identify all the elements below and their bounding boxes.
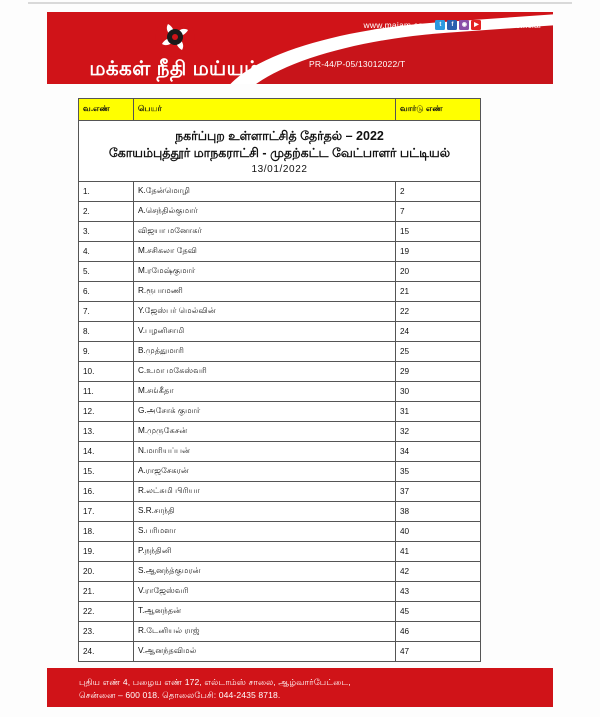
header-social-bar [364, 20, 541, 30]
column-header-name: பெயர் [134, 99, 396, 121]
cell-ward: 32 [396, 421, 481, 441]
cell-serial: 18. [79, 521, 134, 541]
cell-ward: 40 [396, 521, 481, 541]
table-row [79, 541, 481, 561]
cell-name: R.ரூபாமணி [134, 281, 396, 301]
cell-name: B.முத்துமாரி [134, 341, 396, 361]
cell-serial: 3. [79, 221, 134, 241]
table-row [79, 621, 481, 641]
table-row [79, 301, 481, 321]
candidate-list-container [78, 98, 480, 662]
document-date: 13/01/2022 [251, 163, 308, 175]
press-release-number: PR-44/P-05/13012022/T [309, 59, 406, 69]
party-name: மக்கள் நீதி மய்யம் [89, 58, 261, 80]
facebook-icon[interactable]: f [447, 20, 457, 30]
cell-name: S.பரிமளா [134, 521, 396, 541]
footer-address-line-1: புதிய எண் 4, பழைய எண் 172, எல்டாம்ஸ் சாலை, ஆழ்வார்பேட்டை, [79, 677, 351, 687]
table-row [79, 341, 481, 361]
cell-serial: 6. [79, 281, 134, 301]
cell-name: Y.ஜேஸ்பர் மெல்வின் [134, 301, 396, 321]
cell-ward: 42 [396, 561, 481, 581]
cell-ward: 38 [396, 501, 481, 521]
cell-ward: 37 [396, 481, 481, 501]
table-row [79, 201, 481, 221]
cell-serial: 2. [79, 201, 134, 221]
cell-serial: 21. [79, 581, 134, 601]
cell-serial: 8. [79, 321, 134, 341]
cell-serial: 16. [79, 481, 134, 501]
cell-serial: 23. [79, 621, 134, 641]
cell-name: R.டேனியல் ராஜ் [134, 621, 396, 641]
table-row [79, 321, 481, 341]
cell-serial: 15. [79, 461, 134, 481]
cell-serial: 4. [79, 241, 134, 261]
cell-name: V.பழனிசாமி [134, 321, 396, 341]
table-row [79, 241, 481, 261]
table-row [79, 641, 481, 661]
cell-name: K.தேன்மொழி [134, 181, 396, 201]
party-logo [75, 16, 275, 79]
cell-serial: 9. [79, 341, 134, 361]
table-row [79, 441, 481, 461]
social-icon-row [435, 20, 481, 30]
table-row [79, 501, 481, 521]
cell-name: R.லட்சுமி பிரியா [134, 481, 396, 501]
cell-name: T.ஆனந்தன் [134, 601, 396, 621]
cell-ward: 46 [396, 621, 481, 641]
title-line-2: கோயம்புத்தூர் மாநகராட்சி - முதற்கட்ட வேட்பாளர் பட்டியல் [108, 145, 451, 160]
table-row [79, 601, 481, 621]
social-handle[interactable]: /maiamofficial [486, 20, 541, 30]
cell-name: M.முருகேசன் [134, 421, 396, 441]
table-row [79, 481, 481, 501]
cell-name: S.R.சாந்தி [134, 501, 396, 521]
column-header-ward: வார்டு எண் [396, 99, 481, 121]
cell-ward: 2 [396, 181, 481, 201]
table-header-row [79, 99, 481, 121]
cell-ward: 43 [396, 581, 481, 601]
cell-name: S.ஆனந்த்குமரன் [134, 561, 396, 581]
top-divider [28, 2, 572, 4]
cell-ward: 31 [396, 401, 481, 421]
cell-serial: 13. [79, 421, 134, 441]
table-row [79, 181, 481, 201]
cell-serial: 5. [79, 261, 134, 281]
table-row [79, 281, 481, 301]
table-row [79, 581, 481, 601]
cell-serial: 1. [79, 181, 134, 201]
table-row [79, 221, 481, 241]
column-header-serial: வ.எண் [79, 99, 134, 121]
cell-ward: 24 [396, 321, 481, 341]
cell-serial: 22. [79, 601, 134, 621]
cell-ward: 47 [396, 641, 481, 661]
table-body [79, 181, 481, 661]
cell-ward: 21 [396, 281, 481, 301]
cell-name: A.செந்தில்குமார் [134, 201, 396, 221]
cell-name: M.சசிகலா தேவி [134, 241, 396, 261]
title-block [79, 121, 481, 182]
cell-serial: 12. [79, 401, 134, 421]
cell-ward: 34 [396, 441, 481, 461]
cell-ward: 15 [396, 221, 481, 241]
cell-ward: 7 [396, 201, 481, 221]
table-row [79, 401, 481, 421]
table-row [79, 381, 481, 401]
cell-name: A.ராஜசேகரன் [134, 461, 396, 481]
cell-serial: 7. [79, 301, 134, 321]
youtube-icon[interactable]: ▶ [471, 20, 481, 30]
cell-name: G.அசோக் குமார் [134, 401, 396, 421]
cell-serial: 14. [79, 441, 134, 461]
cell-name: C.உமா மகேஸ்வரி [134, 361, 396, 381]
cell-ward: 19 [396, 241, 481, 261]
table-row [79, 261, 481, 281]
footer-address-line-2: சென்னை – 600 018. தொலைபேசி: 044-2435 8718. [79, 690, 281, 701]
cell-name: M.ரமேஷ்குமார் [134, 261, 396, 281]
cell-ward: 29 [396, 361, 481, 381]
title-line-1: நகர்ப்புற உள்ளாட்சித் தேர்தல் – 2022 [175, 129, 384, 143]
table-row [79, 521, 481, 541]
cell-serial: 19. [79, 541, 134, 561]
title-row [79, 121, 481, 182]
cell-name: V.ஆனந்தவிமல் [134, 641, 396, 661]
cell-serial: 11. [79, 381, 134, 401]
website-url[interactable]: www.maiam.com [363, 20, 431, 30]
table-row [79, 561, 481, 581]
cell-ward: 20 [396, 261, 481, 281]
cell-name: V.ராஜேஸ்வரி [134, 581, 396, 601]
cell-ward: 35 [396, 461, 481, 481]
header-banner [47, 12, 553, 84]
mnm-pinwheel-emblem [154, 16, 196, 58]
cell-name: N.மாரியப்பன் [134, 441, 396, 461]
cell-name: P.நந்தினி [134, 541, 396, 561]
cell-serial: 17. [79, 501, 134, 521]
instagram-icon[interactable]: ◉ [459, 20, 469, 30]
cell-ward: 30 [396, 381, 481, 401]
table-row [79, 461, 481, 481]
cell-name: M.சங்கீதா [134, 381, 396, 401]
cell-ward: 41 [396, 541, 481, 561]
cell-serial: 10. [79, 361, 134, 381]
cell-ward: 45 [396, 601, 481, 621]
cell-serial: 20. [79, 561, 134, 581]
cell-ward: 22 [396, 301, 481, 321]
cell-name: விஜயா மனோகர் [134, 221, 396, 241]
cell-serial: 24. [79, 641, 134, 661]
table-row [79, 421, 481, 441]
footer-banner [47, 668, 553, 707]
table-row [79, 361, 481, 381]
cell-ward: 25 [396, 341, 481, 361]
candidate-list-table [78, 98, 481, 662]
twitter-icon[interactable]: t [435, 20, 445, 30]
